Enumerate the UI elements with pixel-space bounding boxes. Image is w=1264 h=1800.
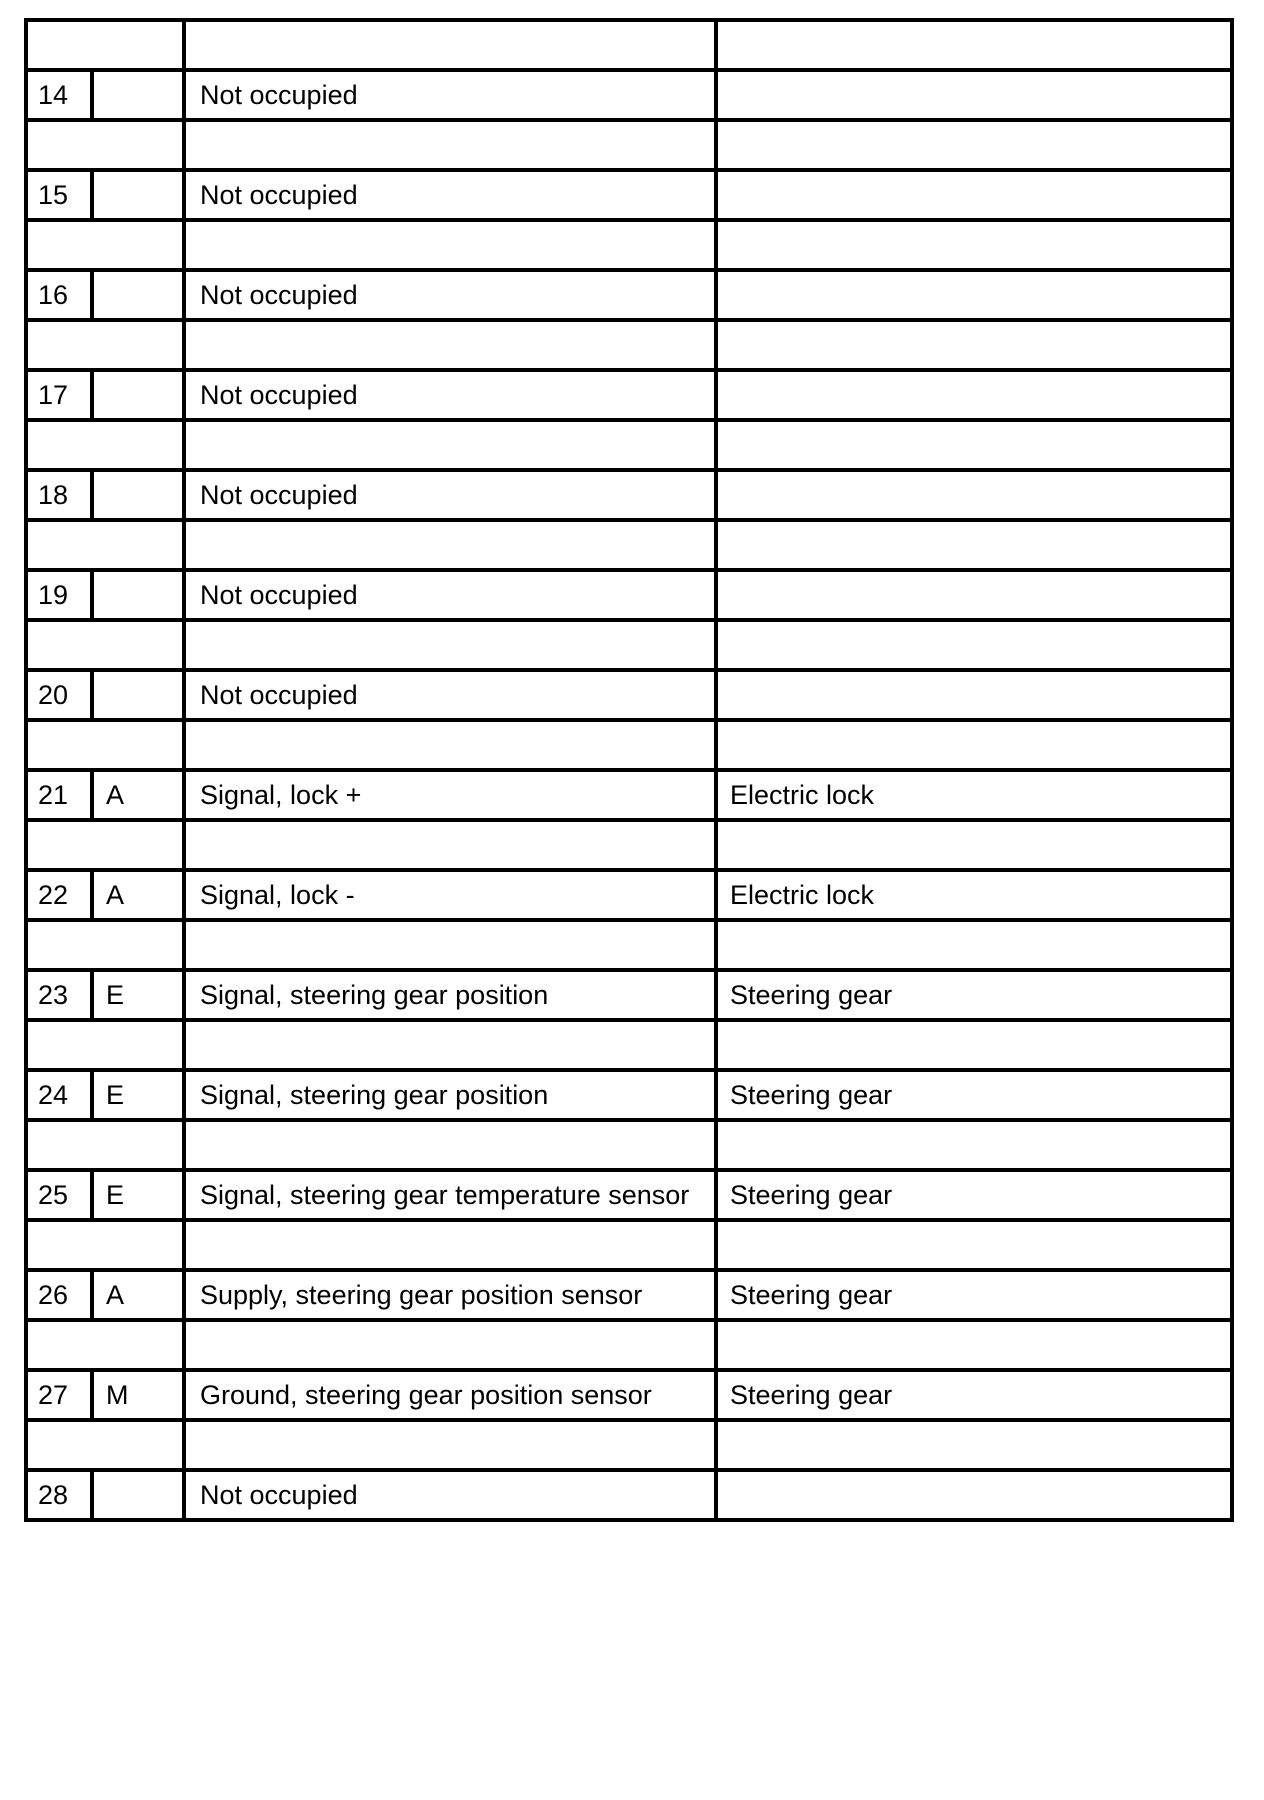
signal-description-cell: Not occupied: [184, 70, 716, 120]
spacer-cell: [184, 820, 716, 870]
signal-description-cell: Signal, lock -: [184, 870, 716, 920]
table-row: [26, 1070, 1232, 1120]
spacer-cell: [184, 1320, 716, 1370]
component-cell: Steering gear: [716, 1370, 1232, 1420]
header-component-cell: [716, 20, 1232, 70]
spacer-cell: [716, 1120, 1232, 1170]
table-row: [26, 1370, 1232, 1420]
table-row: [26, 370, 1232, 420]
table-row: [26, 270, 1232, 320]
spacer-cell: [26, 1120, 184, 1170]
pin-number-cell: 19: [26, 570, 92, 620]
spacer-cell: [716, 820, 1232, 870]
component-cell: [716, 370, 1232, 420]
signal-description-cell: Signal, steering gear position: [184, 1070, 716, 1120]
table-spacer-row: [26, 820, 1232, 870]
signal-description-cell: Supply, steering gear position sensor: [184, 1270, 716, 1320]
pin-type-cell: E: [92, 1170, 184, 1220]
header-pin-type-cell: [26, 20, 184, 70]
table-row: [26, 1470, 1232, 1520]
pin-type-cell: [92, 270, 184, 320]
component-cell: [716, 470, 1232, 520]
pin-type-cell: [92, 570, 184, 620]
pin-number-cell: 26: [26, 1270, 92, 1320]
table-row: [26, 770, 1232, 820]
pin-number-cell: 25: [26, 1170, 92, 1220]
pin-type-cell: [92, 70, 184, 120]
signal-description-cell: Not occupied: [184, 270, 716, 320]
spacer-cell: [716, 1420, 1232, 1470]
component-cell: [716, 270, 1232, 320]
pin-type-cell: [92, 670, 184, 720]
pin-number-cell: 23: [26, 970, 92, 1020]
component-cell: Steering gear: [716, 1270, 1232, 1320]
spacer-cell: [26, 820, 184, 870]
component-cell: [716, 70, 1232, 120]
pin-type-cell: [92, 370, 184, 420]
spacer-cell: [716, 620, 1232, 670]
spacer-cell: [26, 1420, 184, 1470]
table-row: [26, 70, 1232, 120]
spacer-cell: [26, 620, 184, 670]
table-spacer-row: [26, 420, 1232, 470]
spacer-cell: [184, 320, 716, 370]
signal-description-cell: Signal, steering gear position: [184, 970, 716, 1020]
pin-number-cell: 24: [26, 1070, 92, 1120]
spacer-cell: [716, 1320, 1232, 1370]
spacer-cell: [26, 1320, 184, 1370]
pin-number-cell: 18: [26, 470, 92, 520]
spacer-cell: [26, 120, 184, 170]
table-spacer-row: [26, 20, 1232, 70]
pin-type-cell: E: [92, 970, 184, 1020]
pin-type-cell: E: [92, 1070, 184, 1120]
table-row: [26, 1270, 1232, 1320]
pin-type-cell: A: [92, 870, 184, 920]
table-spacer-row: [26, 1420, 1232, 1470]
table-row: [26, 870, 1232, 920]
spacer-cell: [184, 220, 716, 270]
signal-description-cell: Signal, steering gear temperature sensor: [184, 1170, 716, 1220]
spacer-cell: [26, 1220, 184, 1270]
spacer-cell: [716, 420, 1232, 470]
component-cell: [716, 1470, 1232, 1520]
pin-number-cell: 14: [26, 70, 92, 120]
table-spacer-row: [26, 320, 1232, 370]
spacer-cell: [716, 920, 1232, 970]
pin-type-cell: [92, 1470, 184, 1520]
signal-description-cell: Not occupied: [184, 470, 716, 520]
table-row: [26, 470, 1232, 520]
pin-number-cell: 21: [26, 770, 92, 820]
pin-number-cell: 16: [26, 270, 92, 320]
component-cell: Steering gear: [716, 1170, 1232, 1220]
spacer-cell: [184, 1120, 716, 1170]
pin-number-cell: 20: [26, 670, 92, 720]
table-row: [26, 170, 1232, 220]
pin-table-body: [26, 20, 1232, 1520]
table-spacer-row: [26, 120, 1232, 170]
component-cell: Electric lock: [716, 870, 1232, 920]
spacer-cell: [26, 520, 184, 570]
spacer-cell: [184, 520, 716, 570]
table-row: [26, 970, 1232, 1020]
pin-type-cell: M: [92, 1370, 184, 1420]
component-cell: [716, 170, 1232, 220]
spacer-cell: [184, 720, 716, 770]
component-cell: Electric lock: [716, 770, 1232, 820]
table-spacer-row: [26, 220, 1232, 270]
spacer-cell: [184, 1420, 716, 1470]
spacer-cell: [716, 320, 1232, 370]
header-signal-cell: [184, 20, 716, 70]
component-cell: [716, 670, 1232, 720]
spacer-cell: [716, 720, 1232, 770]
component-cell: Steering gear: [716, 1070, 1232, 1120]
pin-number-cell: 22: [26, 870, 92, 920]
table-row: [26, 570, 1232, 620]
spacer-cell: [26, 420, 184, 470]
spacer-cell: [184, 420, 716, 470]
spacer-cell: [716, 1220, 1232, 1270]
signal-description-cell: Not occupied: [184, 170, 716, 220]
spacer-cell: [184, 1220, 716, 1270]
table-row: [26, 1170, 1232, 1220]
signal-description-cell: Not occupied: [184, 370, 716, 420]
pin-number-cell: 15: [26, 170, 92, 220]
spacer-cell: [716, 520, 1232, 570]
spacer-cell: [184, 120, 716, 170]
pin-number-cell: 17: [26, 370, 92, 420]
signal-description-cell: Not occupied: [184, 670, 716, 720]
spacer-cell: [184, 1020, 716, 1070]
spacer-cell: [26, 320, 184, 370]
component-cell: [716, 570, 1232, 620]
pin-type-cell: A: [92, 1270, 184, 1320]
pin-type-cell: A: [92, 770, 184, 820]
spacer-cell: [716, 120, 1232, 170]
spacer-cell: [26, 220, 184, 270]
signal-description-cell: Not occupied: [184, 570, 716, 620]
spacer-cell: [184, 620, 716, 670]
spacer-cell: [184, 920, 716, 970]
spacer-cell: [26, 1020, 184, 1070]
pin-type-cell: [92, 170, 184, 220]
table-spacer-row: [26, 1120, 1232, 1170]
table-spacer-row: [26, 520, 1232, 570]
table-spacer-row: [26, 1020, 1232, 1070]
table-spacer-row: [26, 720, 1232, 770]
spacer-cell: [26, 720, 184, 770]
spacer-cell: [716, 220, 1232, 270]
table-spacer-row: [26, 1320, 1232, 1370]
signal-description-cell: Not occupied: [184, 1470, 716, 1520]
pin-assignment-table: [24, 18, 1234, 1522]
table-spacer-row: [26, 620, 1232, 670]
pin-number-cell: 27: [26, 1370, 92, 1420]
component-cell: Steering gear: [716, 970, 1232, 1020]
pin-number-cell: 28: [26, 1470, 92, 1520]
signal-description-cell: Ground, steering gear position sensor: [184, 1370, 716, 1420]
spacer-cell: [26, 920, 184, 970]
table-spacer-row: [26, 1220, 1232, 1270]
pin-type-cell: [92, 470, 184, 520]
spacer-cell: [716, 1020, 1232, 1070]
table-spacer-row: [26, 920, 1232, 970]
signal-description-cell: Signal, lock +: [184, 770, 716, 820]
table-row: [26, 670, 1232, 720]
